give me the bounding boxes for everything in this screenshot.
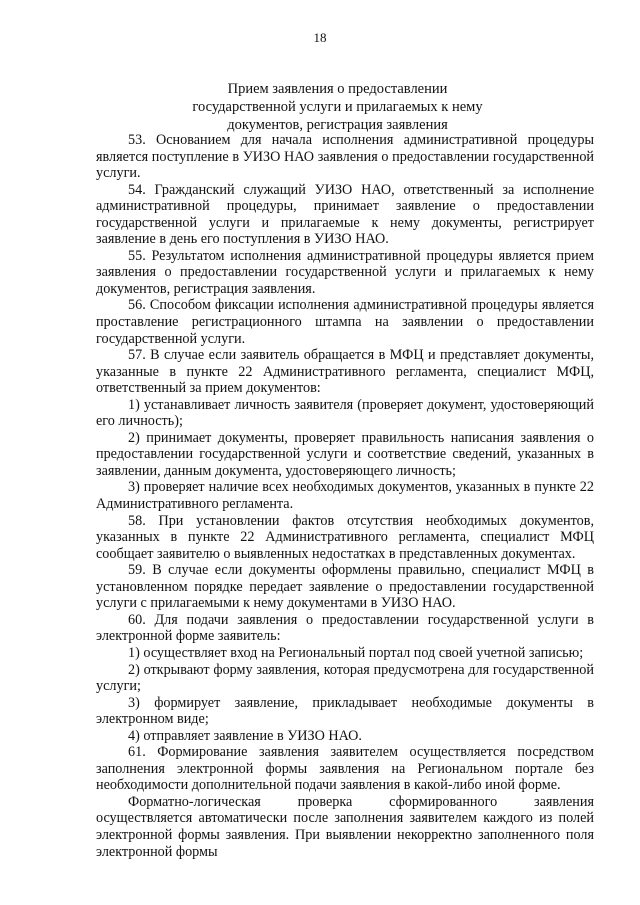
paragraph-58: 58. При установлении фактов отсутствия необходимых документов, указанных в пункте 22 Административного регламента, специалист МФЦ сообщает заявителю о выявленных недостатках в представленных документах. — [96, 512, 594, 562]
paragraph-61-continued: Форматно-логическая проверка сформированного заявления осуществляется автоматически после заполнения заявителем каждого из полей электронной формы заявления. При выявлении некорректно заполненного поля электронной формы — [96, 793, 594, 860]
paragraph-56: 56. Способом фиксации исполнения административной процедуры является проставление регистрационного штампа на заявлении о предоставлении государственной услуги. — [96, 297, 594, 347]
page-number: 18 — [313, 30, 327, 45]
section-title-line: государственной услуги и прилагаемых к нему — [192, 99, 483, 115]
paragraph-60: 60. Для подачи заявления о предоставлении государственной услуги в электронной форме заявитель: — [96, 611, 594, 645]
paragraph-60-item-4: 4) отправляет заявление в УИЗО НАО. — [128, 727, 362, 744]
paragraph-61: 61. Формирование заявления заявителем осуществляется посредством заполнения электронной формы заявления на Региональном портале без необходимости дополнительной подачи заявления в какой-либо иной форме. — [96, 744, 594, 794]
section-title-line: документов, регистрация заявления — [227, 117, 448, 133]
paragraph-57-item-1: 1) устанавливает личность заявителя (проверяет документ, удостоверяющий его личность); — [96, 396, 594, 430]
paragraph-59: 59. В случае если документы оформлены правильно, специалист МФЦ в установленном порядке передает заявление о предоставлении государственной услуги с прилагаемыми к нему документами в УИЗО НАО. — [96, 562, 594, 612]
paragraph-57-item-2: 2) принимает документы, проверяет правильность написания заявления о предоставлении государственной услуги и соответствие сведений, указанных в заявлении, данным документа, удостоверяющего личность; — [96, 429, 594, 479]
paragraph-60-item-1: 1) осуществляет вход на Региональный портал под своей учетной записью; — [128, 644, 584, 661]
paragraph-53: 53. Основанием для начала исполнения административной процедуры является поступление в УИЗО НАО заявления о предоставлении государственной услуги. — [96, 132, 594, 182]
paragraph-55: 55. Результатом исполнения административной процедуры является прием заявления о предоставлении государственной услуги и прилагаемых к нему документов, регистрация заявления. — [96, 247, 594, 297]
paragraph-57-item-3: 3) проверяет наличие всех необходимых документов, указанных в пункте 22 Административного регламента. — [96, 479, 594, 513]
paragraph-60-item-2: 2) открывают форму заявления, которая предусмотрена для государственной услуги; — [96, 661, 594, 695]
paragraph-60-item-3: 3) формирует заявление, прикладывает необходимые документы в электронном виде; — [96, 694, 594, 728]
paragraph-54: 54. Гражданский служащий УИЗО НАО, ответственный за исполнение административной процедуры, принимает заявление о предоставлении государственной услуги и прилагаемые к нему документы, регистрирует заявление в день его поступления в УИЗО НАО. — [96, 181, 594, 248]
section-title — [95, 80, 580, 134]
section-title-line: Прием заявления о предоставлении — [227, 81, 448, 97]
paragraph-57: 57. В случае если заявитель обращается в МФЦ и представляет документы, указанные в пункте 22 Административного регламента, специалист МФЦ, ответственный за прием документов: — [96, 347, 594, 397]
document-body — [96, 132, 594, 860]
